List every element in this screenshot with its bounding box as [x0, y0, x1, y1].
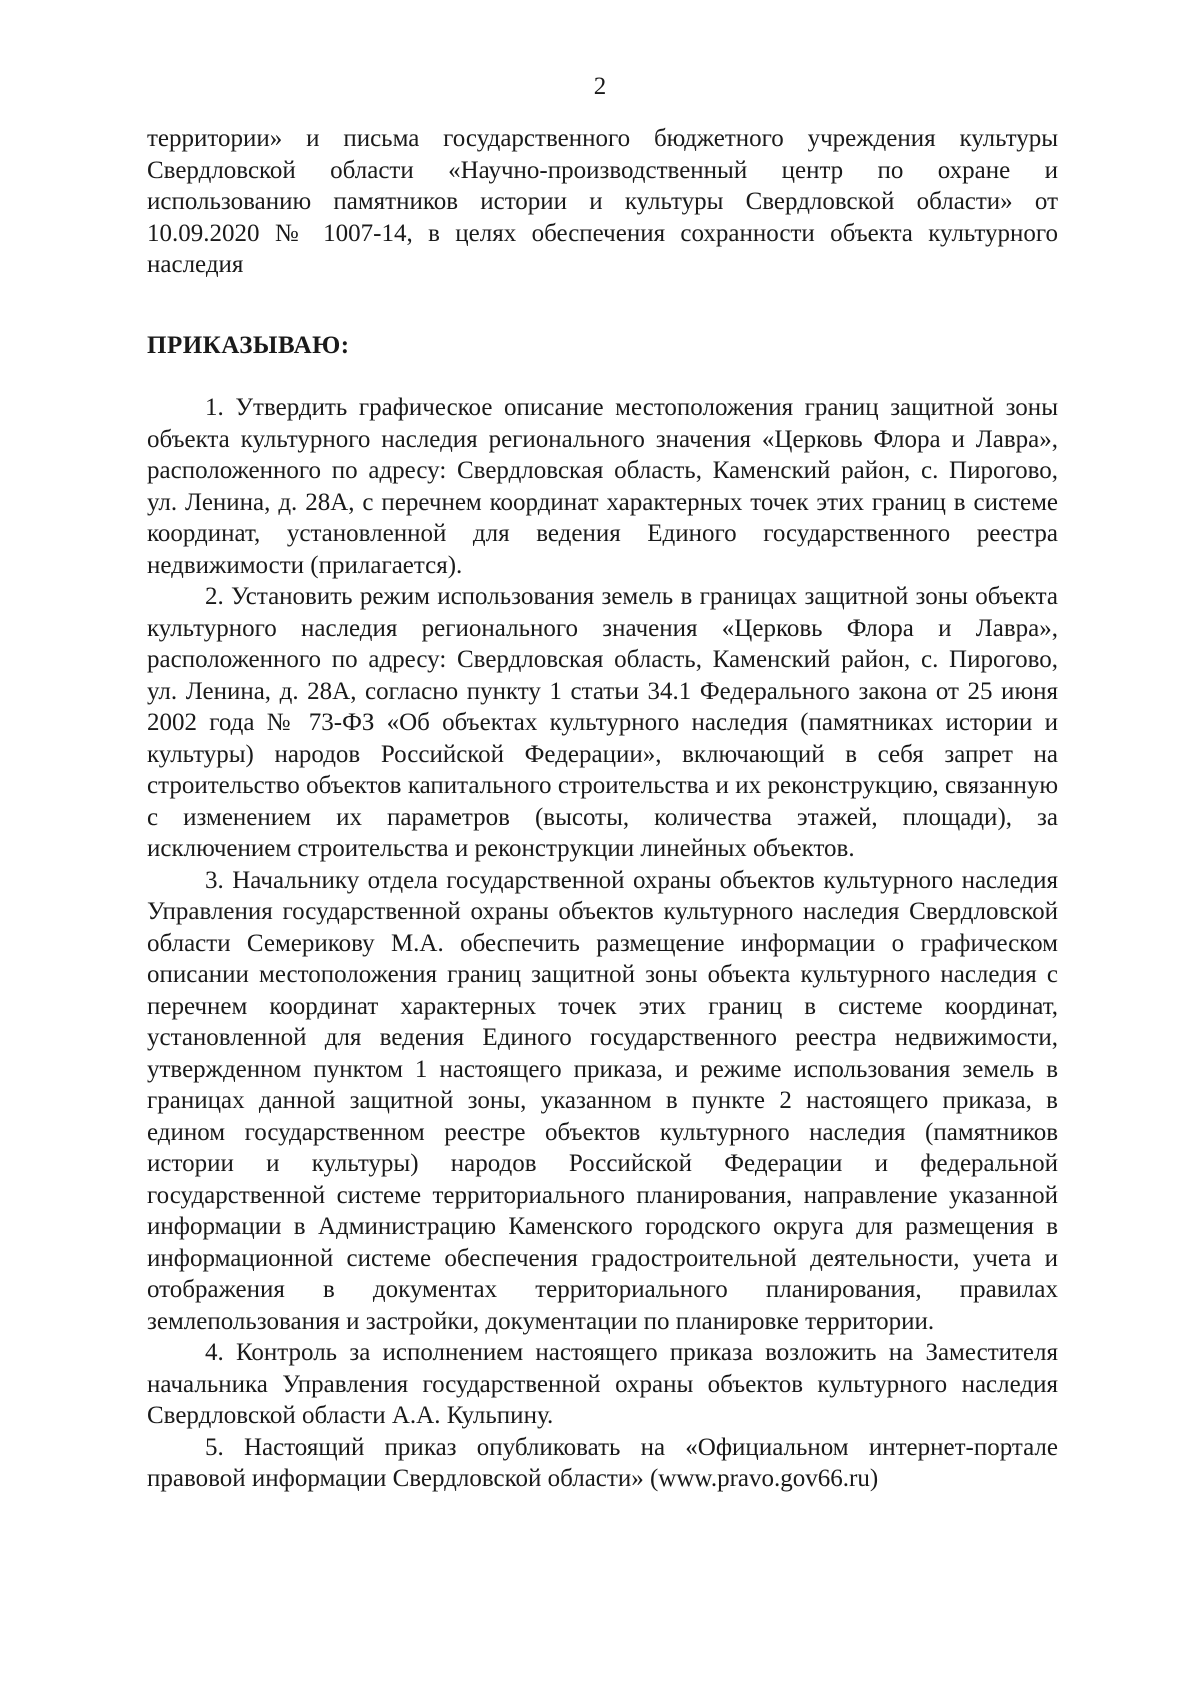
order-item-3: 3. Начальнику отдела государственной охраны объектов культурного наследия Управления государственной охраны объектов культурного наследия Свердловской области Семерикову М.А. обеспечить размещение информации о графическом описании местоположения границ защитной зоны объекта культурного наследия с перечнем координат характерных точек этих границ в системе координат, установленной для ведения Единого государственного реестра недвижимости, утвержденном пунктом 1 настоящего приказа, и режиме использования земель в границах данной защитной зоны, указанном в пункте 2 настоящего приказа, в едином государственном реестре объектов культурного наследия (памятников истории и культуры) народов Российской Федерации и федеральной государственной системе территориального планирования, направление указанной информации в Администрацию Каменского городского округа для размещения в информационной системе обеспечения градостроительной деятельности, учета и отображения в документах территориального планирования, правилах землепользования и застройки, документации по планировке территории. — [147, 866, 1058, 1335]
order-item-4: 4. Контроль за исполнением настоящего приказа возложить на Заместителя начальника Управления государственной охраны объектов культурного наследия Свердловской области А.А. Кульпину. — [147, 1339, 1058, 1429]
order-heading: ПРИКАЗЫВАЮ: — [147, 331, 350, 359]
page-number: 2 — [593, 73, 607, 100]
intro-paragraph: территории» и письма государственного бюджетного учреждения культуры Свердловской области «Научно-производственный центр по охране и использованию памятников истории и культуры Свердловской области» от 10.09.2020 № 1007-14, в целях обеспечения сохранности объекта культурного наследия — [147, 125, 1058, 278]
order-item-1: 1. Утвердить графическое описание местоположения границ защитной зоны объекта культурного наследия регионального значения «Церковь Флора и Лавра», расположенного по адресу: Свердловская область, Каменский район, с. Пирогово, ул. Ленина, д. 28А, с перечнем координат характерных точек этих границ в системе координат, установленной для ведения Единого государственного реестра недвижимости (прилагается). — [147, 394, 1058, 579]
order-item-5: 5. Настоящий приказ опубликовать на «Официальном интернет-портале правовой информации Свердловской области» (www.pravo.gov66.ru) — [147, 1433, 1058, 1492]
document-body — [147, 123, 1058, 1495]
order-item-2: 2. Установить режим использования земель в границах защитной зоны объекта культурного наследия регионального значения «Церковь Флора и Лавра», расположенного по адресу: Свердловская область, Каменский район, с. Пирогово, ул. Ленина, д. 28А, согласно пункту 1 статьи 34.1 Федерального закона от 25 июня 2002 года № 73-ФЗ «Об объектах культурного наследия (памятниках истории и культуры) народов Российской Федерации», включающий в себя запрет на строительство объектов капитального строительства и их реконструкцию, связанную с изменением их параметров (высоты, количества этажей, площади), за исключением строительства и реконструкции линейных объектов. — [147, 583, 1058, 862]
